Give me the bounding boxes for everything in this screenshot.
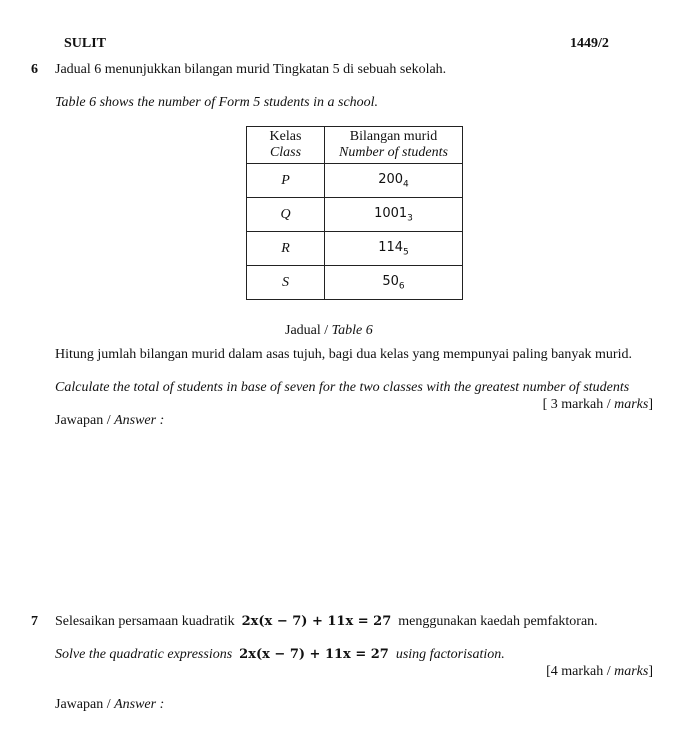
q6-malay-text: Jadual 6 menunjukkan bilangan murid Tingkatan 5 di sebuah sekolah. bbox=[55, 62, 447, 77]
count-cell: $50_6$ bbox=[325, 266, 463, 300]
q6-task-malay: Hitung jumlah bilangan murid dalam asas tujuh, bagi dua kelas yang mempunyai paling banyak murid. bbox=[55, 347, 632, 362]
class-cell: Q bbox=[247, 198, 325, 232]
q6-marks: [ 3 markah / marks] bbox=[542, 397, 653, 412]
q6-answer-label: Jawapan / Answer : bbox=[55, 413, 165, 428]
count-cell: $200_4$ bbox=[325, 164, 463, 198]
q7-english-text: Solve the quadratic expressions 2x(x − 7) + 11x = 27 using factorisation. bbox=[55, 647, 505, 662]
q7-marks: [4 markah / marks] bbox=[546, 664, 653, 679]
q6-english-text: Table 6 shows the number of Form 5 students in a school. bbox=[55, 95, 379, 110]
table-caption: Jadual / Table 6 bbox=[285, 323, 373, 338]
q7-malay-text: Selesaikan persamaan kuadratik 2x(x − 7) + 11x = 27 menggunakan kaedah pemfaktoran. bbox=[55, 614, 598, 629]
table-header-class: Kelas Class bbox=[247, 127, 325, 164]
table-row bbox=[247, 198, 463, 232]
table-header-students: Bilangan murid Number of students bbox=[325, 127, 463, 164]
q7-equation-en: 2x(x − 7) + 11x = 27 bbox=[239, 647, 389, 662]
class-cell: R bbox=[247, 232, 325, 266]
q6-number: 6 bbox=[31, 62, 38, 77]
class-cell: P bbox=[247, 164, 325, 198]
header-sulit: SULIT bbox=[64, 36, 107, 51]
q7-number: 7 bbox=[31, 614, 38, 629]
count-cell: $1001_3$ bbox=[325, 198, 463, 232]
q7-answer-label: Jawapan / Answer : bbox=[55, 697, 165, 712]
table-6 bbox=[246, 126, 463, 300]
q7-equation: 2x(x − 7) + 11x = 27 bbox=[241, 614, 392, 629]
count-cell: $114_5$ bbox=[325, 232, 463, 266]
table-row bbox=[247, 266, 463, 300]
header-paper-code: 1449/2 bbox=[570, 36, 609, 51]
q6-task-english: Calculate the total of students in base of seven for the two classes with the greatest number of students bbox=[55, 380, 630, 395]
table-row bbox=[247, 164, 463, 198]
class-cell: S bbox=[247, 266, 325, 300]
table-row bbox=[247, 232, 463, 266]
